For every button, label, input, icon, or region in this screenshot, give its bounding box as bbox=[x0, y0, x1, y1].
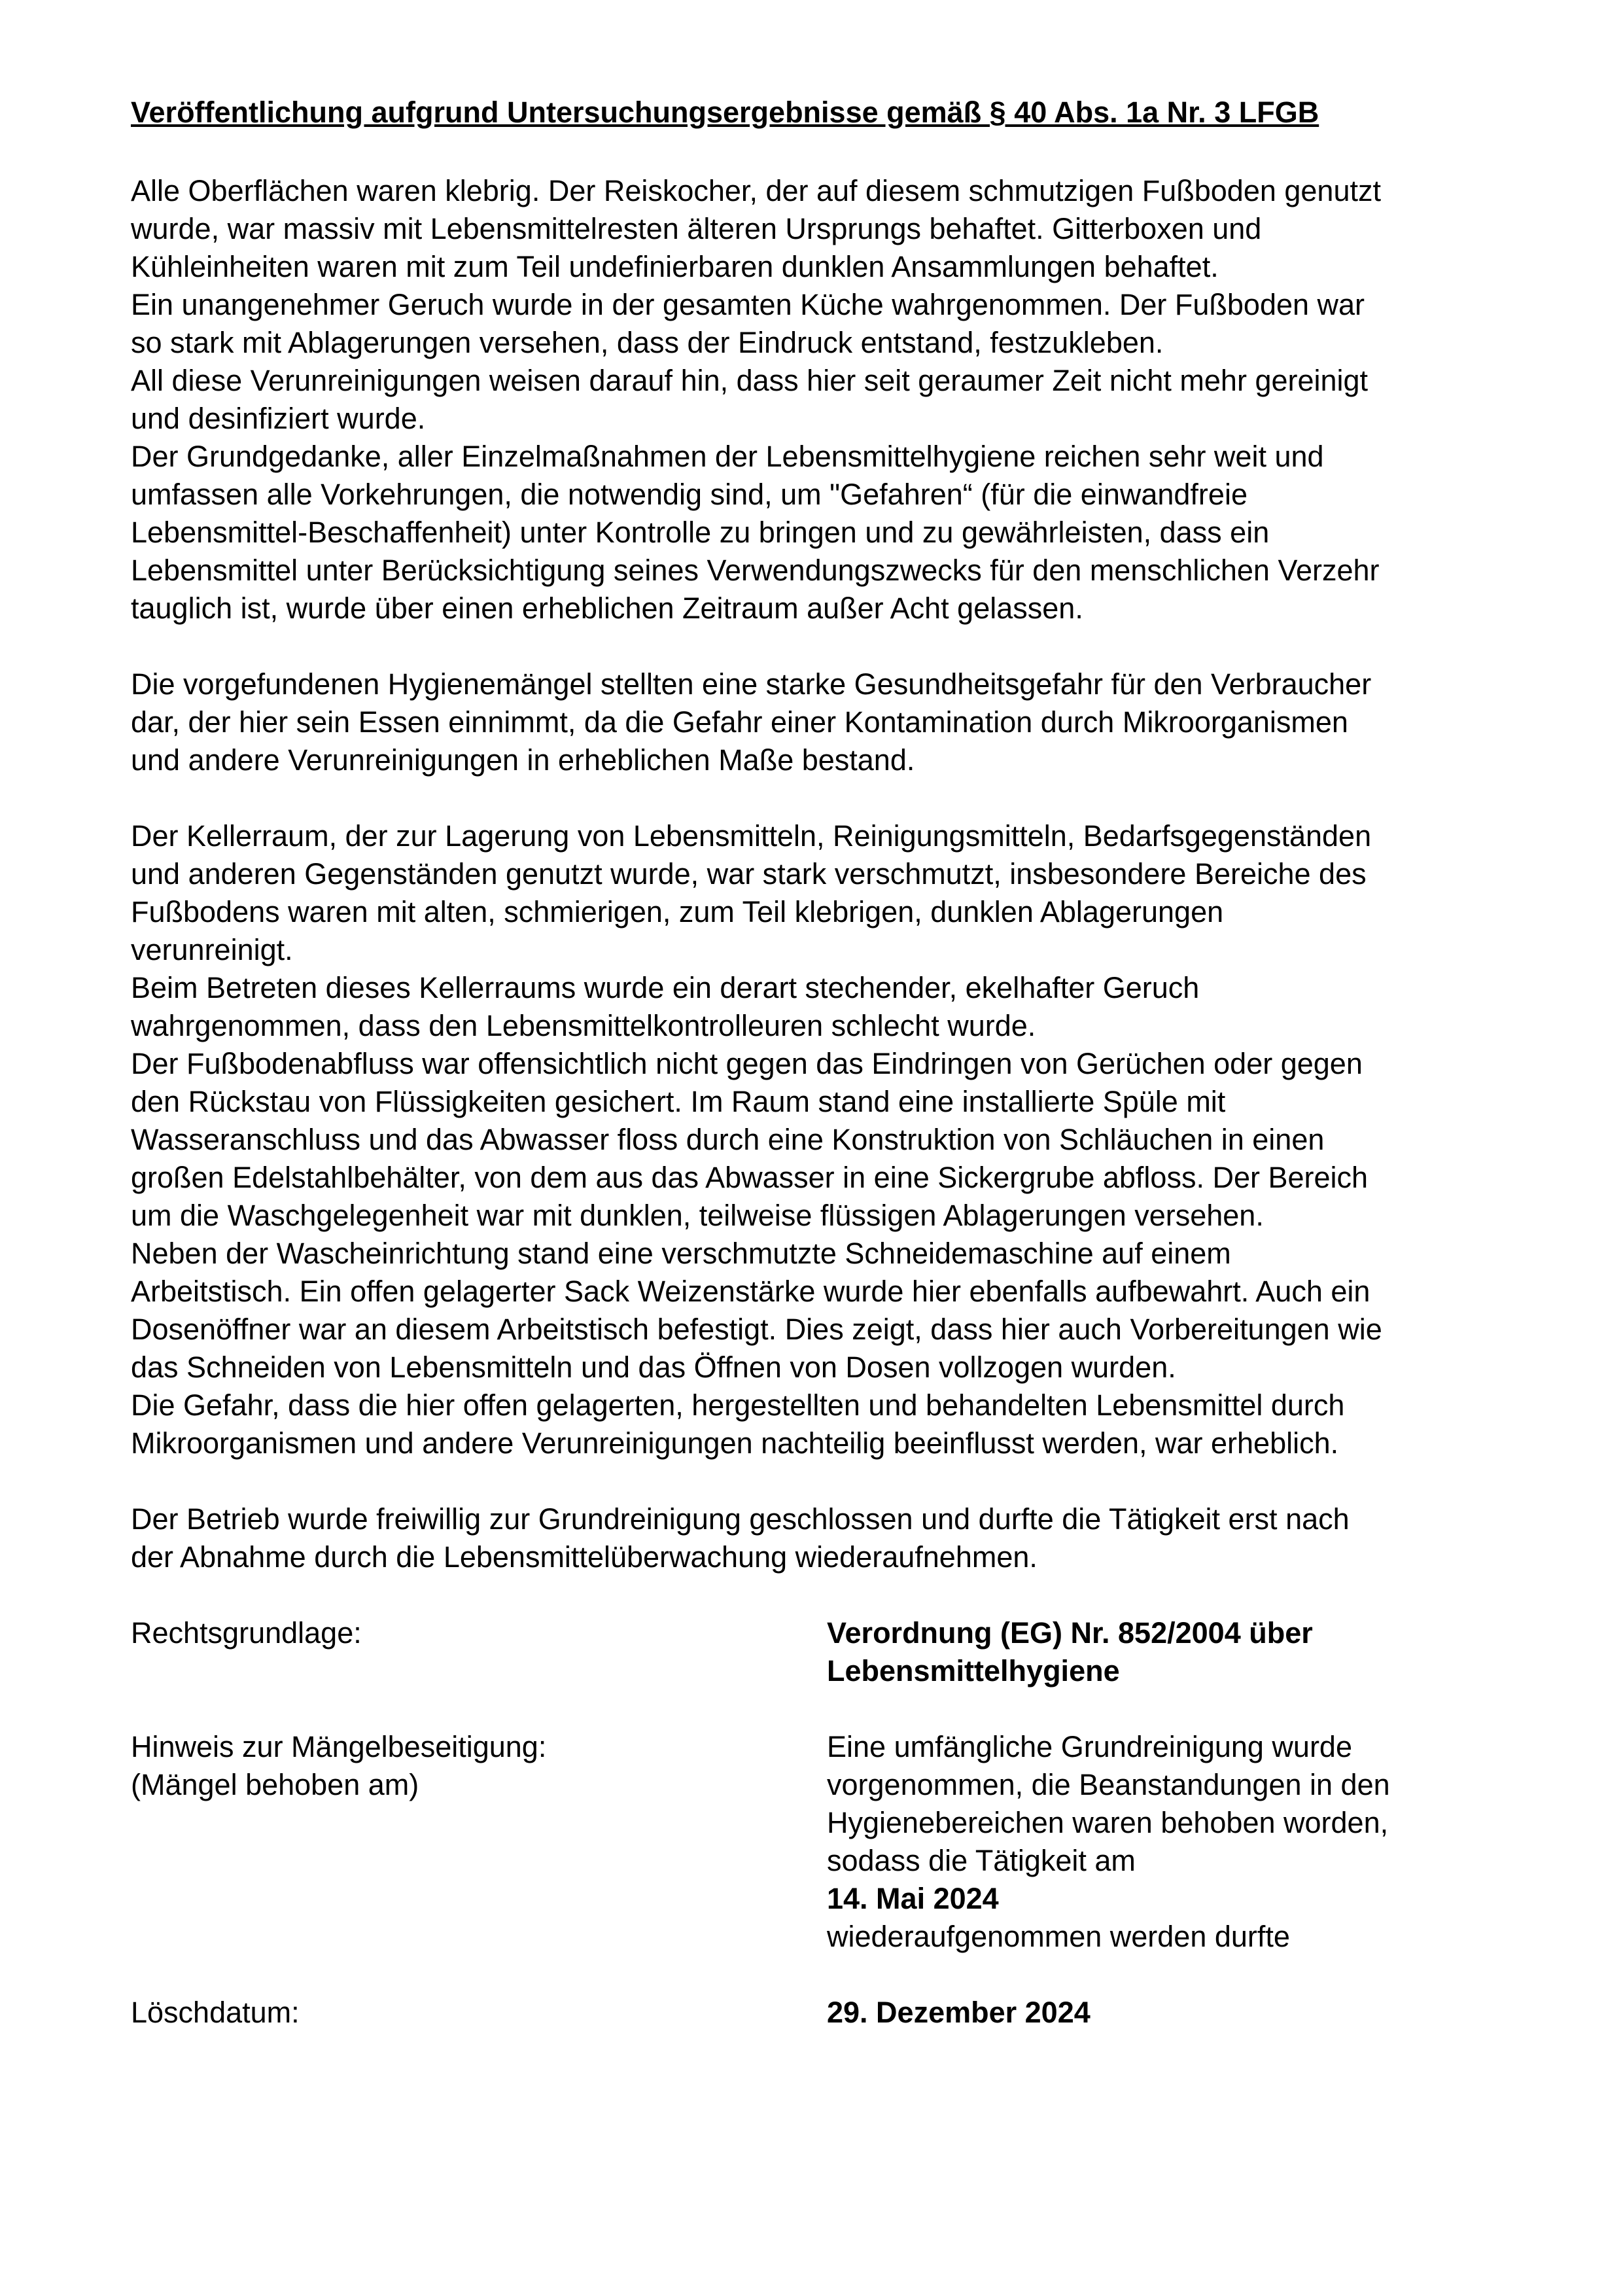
text-line: Lebensmittel-Beschaffenheit) unter Kontrolle zu bringen und zu gewährleisten, dass ein bbox=[131, 516, 1270, 549]
document-title: Veröffentlichung aufgrund Untersuchungsergebnisse gemäß § 40 Abs. 1a Nr. 3 LFGB bbox=[131, 96, 1319, 129]
text-line: den Rückstau von Flüssigkeiten gesichert. Im Raum stand eine installierte Spüle mit bbox=[131, 1085, 1226, 1118]
text-line: Lebensmittel unter Berücksichtigung seines Verwendungszwecks für den menschlichen Verzehr bbox=[131, 554, 1380, 587]
text-line: All diese Verunreinigungen weisen darauf hin, dass hier seit geraumer Zeit nicht mehr gereinigt bbox=[131, 364, 1369, 397]
paragraph-closure bbox=[131, 1500, 1531, 1576]
remediation-value-line: Eine umfängliche Grundreinigung wurde bbox=[827, 1730, 1352, 1763]
text-line: so stark mit Ablagerungen versehen, dass der Eindruck entstand, festzukleben. bbox=[131, 326, 1164, 359]
text-line: Dosenöffner war an diesem Arbeitstisch befestigt. Dies zeigt, dass hier auch Vorbereitungen wie bbox=[131, 1313, 1382, 1346]
text-line: tauglich ist, wurde über einen erheblichen Zeitraum außer Acht gelassen. bbox=[131, 592, 1083, 625]
remediation-value-line: wiederaufgenommen werden durfte bbox=[827, 1920, 1290, 1953]
text-line: großen Edelstahlbehälter, von dem aus das Abwasser in eine Sickergrube abfloss. Der Bereich bbox=[131, 1161, 1369, 1194]
deletion-date-value: 29. Dezember 2024 bbox=[827, 1996, 1091, 2029]
legal-basis-row bbox=[131, 1614, 1531, 1690]
text-line: und andere Verunreinigungen in erheblichen Maße bestand. bbox=[131, 743, 915, 777]
remediation-value bbox=[827, 1728, 1531, 1956]
text-line: und desinfiziert wurde. bbox=[131, 402, 426, 435]
text-line: umfassen alle Vorkehrungen, die notwendig sind, um "Gefahren“ (für die einwandfreie bbox=[131, 478, 1248, 511]
text-line: der Abnahme durch die Lebensmittelüberwachung wiederaufnehmen. bbox=[131, 1540, 1038, 1574]
remediation-label-line: Hinweis zur Mängelbeseitigung: bbox=[131, 1730, 547, 1763]
text-line: Wasseranschluss und das Abwasser floss durch eine Konstruktion von Schläuchen in einen bbox=[131, 1123, 1325, 1156]
remediation-value-line: sodass die Tätigkeit am bbox=[827, 1844, 1136, 1877]
text-line: wurde, war massiv mit Lebensmittelresten älteren Ursprungs behaftet. Gitterboxen und bbox=[131, 212, 1262, 245]
paragraph-kitchen bbox=[131, 172, 1531, 627]
legal-basis-line: Verordnung (EG) Nr. 852/2004 über bbox=[827, 1616, 1313, 1650]
text-line: und anderen Gegenständen genutzt wurde, war stark verschmutzt, insbesondere Bereiche des bbox=[131, 857, 1367, 891]
text-line: wahrgenommen, dass den Lebensmittelkontrolleuren schlecht wurde. bbox=[131, 1009, 1036, 1042]
text-line: Beim Betreten dieses Kellerraums wurde ein derart stechender, ekelhafter Geruch bbox=[131, 971, 1200, 1004]
remediation-value-line: Hygienebereichen waren behoben worden, bbox=[827, 1806, 1389, 1839]
paragraph-health-risk bbox=[131, 665, 1531, 779]
text-line: das Schneiden von Lebensmitteln und das Öffnen von Dosen vollzogen wurden. bbox=[131, 1351, 1176, 1384]
deletion-date-row bbox=[131, 1994, 1531, 2032]
text-line: Fußbodens waren mit alten, schmierigen, zum Teil klebrigen, dunklen Ablagerungen bbox=[131, 895, 1224, 928]
legal-basis-value bbox=[827, 1614, 1531, 1690]
paragraph-cellar bbox=[131, 817, 1531, 1462]
document-page bbox=[131, 94, 1531, 2070]
remediation-label bbox=[131, 1728, 827, 1956]
text-line: Ein unangenehmer Geruch wurde in der gesamten Küche wahrgenommen. Der Fußboden war bbox=[131, 288, 1365, 321]
text-line: Die vorgefundenen Hygienemängel stellten eine starke Gesundheitsgefahr für den Verbraucher bbox=[131, 667, 1372, 701]
text-line: Der Betrieb wurde freiwillig zur Grundreinigung geschlossen und durfte die Tätigkeit erst nach bbox=[131, 1502, 1350, 1536]
remediation-value-line: vorgenommen, die Beanstandungen in den bbox=[827, 1768, 1390, 1801]
legal-basis-line: Lebensmittelhygiene bbox=[827, 1654, 1120, 1687]
text-line: Der Kellerraum, der zur Lagerung von Lebensmitteln, Reinigungsmitteln, Bedarfsgegenständen bbox=[131, 819, 1372, 853]
text-line: Arbeitstisch. Ein offen gelagerter Sack Weizenstärke wurde hier ebenfalls aufbewahrt. Auch ein bbox=[131, 1275, 1370, 1308]
text-line: Mikroorganismen und andere Verunreinigungen nachteilig beeinflusst werden, war erheblich. bbox=[131, 1426, 1339, 1460]
text-line: dar, der hier sein Essen einnimmt, da die Gefahr einer Kontamination durch Mikroorganismen bbox=[131, 705, 1348, 739]
remediation-row bbox=[131, 1728, 1531, 1956]
remediation-label-line: (Mängel behoben am) bbox=[131, 1768, 419, 1801]
text-line: Kühleinheiten waren mit zum Teil undefinierbaren dunklen Ansammlungen behaftet. bbox=[131, 250, 1219, 283]
text-line: Alle Oberflächen waren klebrig. Der Reiskocher, der auf diesem schmutzigen Fußboden genutzt bbox=[131, 174, 1381, 207]
text-line: um die Waschgelegenheit war mit dunklen, teilweise flüssigen Ablagerungen versehen. bbox=[131, 1199, 1264, 1232]
text-line: Der Fußbodenabfluss war offensichtlich nicht gegen das Eindringen von Gerüchen oder gegen bbox=[131, 1047, 1363, 1080]
text-line: Die Gefahr, dass die hier offen gelagerten, hergestellten und behandelten Lebensmittel durch bbox=[131, 1388, 1345, 1422]
text-line: Der Grundgedanke, aller Einzelmaßnahmen der Lebensmittelhygiene reichen sehr weit und bbox=[131, 440, 1324, 473]
text-line: Neben der Wascheinrichtung stand eine verschmutzte Schneidemaschine auf einem bbox=[131, 1237, 1231, 1270]
text-line: verunreinigt. bbox=[131, 933, 293, 966]
legal-basis-label: Rechtsgrundlage: bbox=[131, 1616, 362, 1650]
remediation-date: 14. Mai 2024 bbox=[827, 1882, 999, 1915]
deletion-date-label: Löschdatum: bbox=[131, 1996, 300, 2029]
